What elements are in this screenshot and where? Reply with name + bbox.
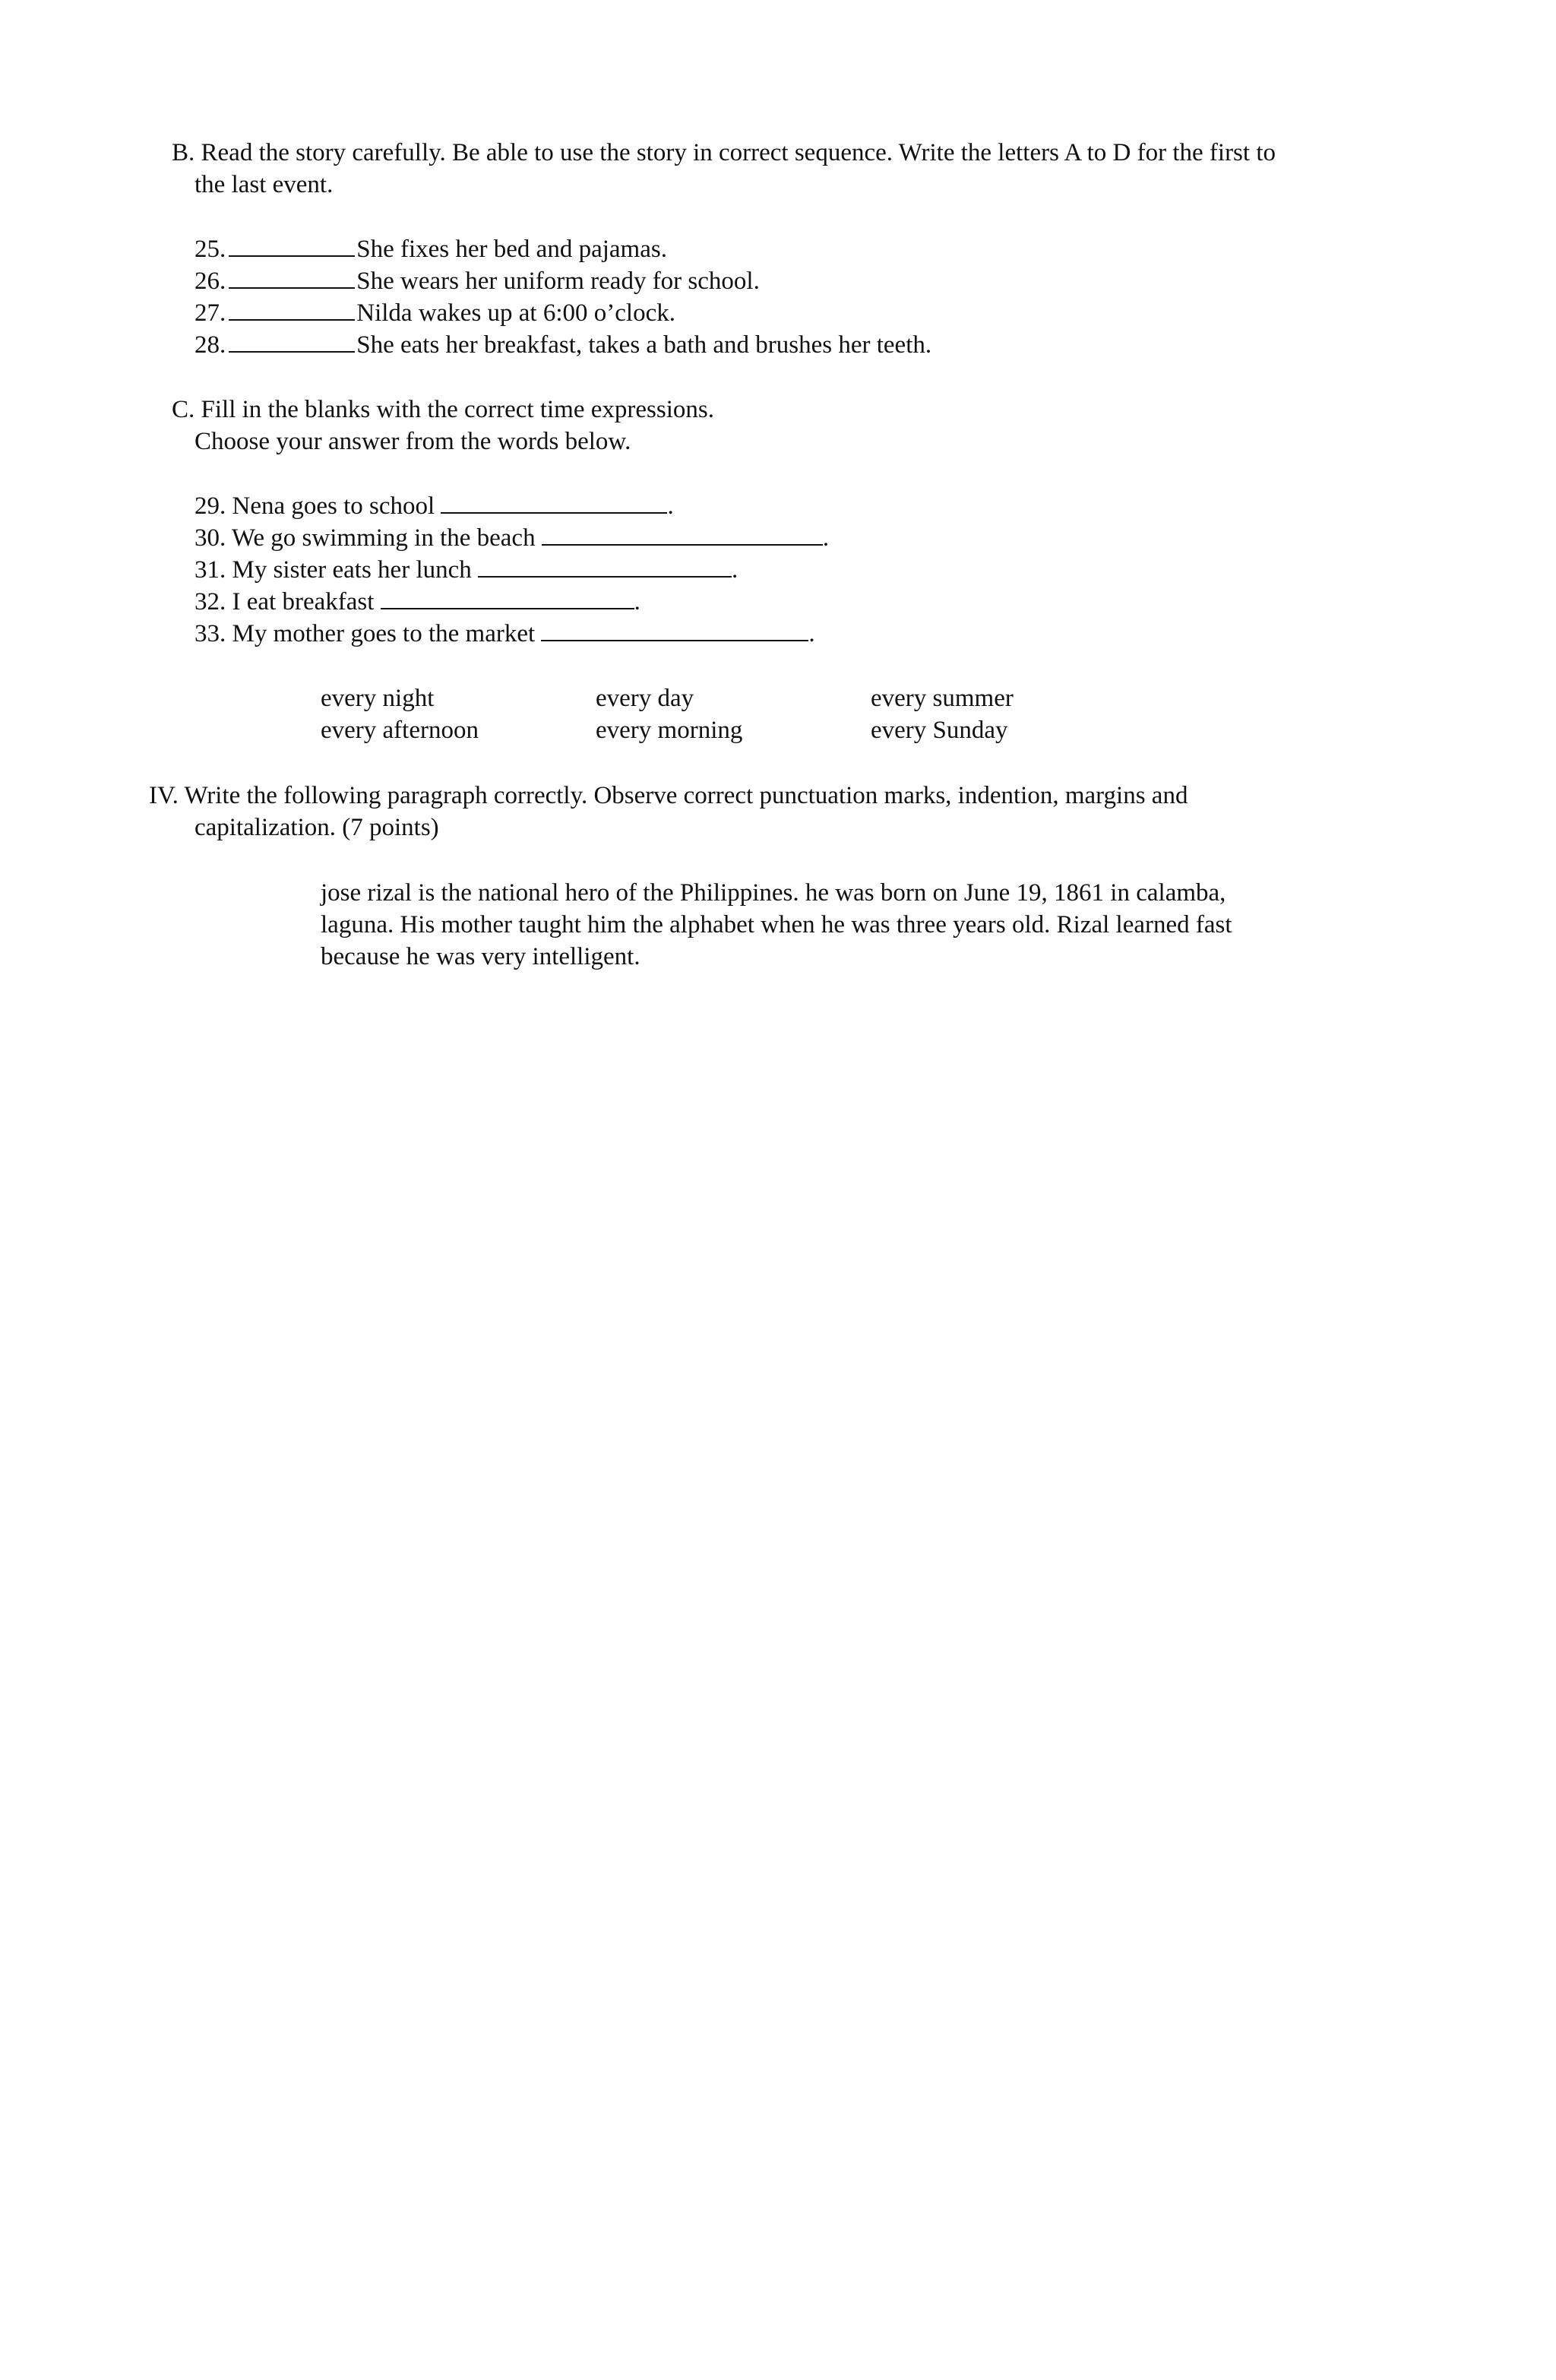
item-text: She eats her breakfast, takes a bath and brushes her teeth.: [356, 331, 932, 359]
item-end: .: [634, 588, 640, 616]
paragraph-line: jose rizal is the national hero of the Philippines. he was born on June 19, 1861 in calamba,: [321, 879, 1226, 907]
item-text: My sister eats her lunch: [232, 556, 472, 584]
fill-item: [194, 521, 829, 554]
item-text: I eat breakfast: [232, 588, 375, 616]
item-number: 29.: [194, 492, 226, 520]
item-end: .: [822, 524, 830, 552]
choice-word: every summer: [871, 685, 1014, 712]
answer-blank[interactable]: [541, 617, 808, 641]
fill-item: [194, 585, 640, 618]
item-number: 25.: [194, 236, 226, 263]
sequence-item: [194, 233, 667, 265]
fill-item: [194, 489, 674, 522]
item-end: .: [667, 492, 674, 520]
sequence-item: [194, 264, 760, 297]
answer-blank[interactable]: [478, 553, 732, 578]
paragraph-line: because he was very intelligent.: [321, 943, 640, 970]
sequence-item: [194, 296, 675, 329]
item-text: Nilda wakes up at 6:00 o’clock.: [356, 299, 675, 327]
fill-item: [194, 553, 738, 586]
item-text: My mother goes to the market: [232, 620, 536, 647]
section-c-heading-line1: C. Fill in the blanks with the correct time expressions.: [172, 396, 714, 423]
item-text: She wears her uniform ready for school.: [356, 267, 760, 295]
choice-word: every day: [596, 685, 694, 712]
item-number: 32.: [194, 588, 226, 616]
answer-blank[interactable]: [229, 264, 355, 289]
item-number: 26.: [194, 267, 226, 295]
section-b-heading-line2: the last event.: [194, 171, 334, 198]
answer-blank[interactable]: [542, 521, 823, 546]
answer-blank[interactable]: [229, 296, 355, 321]
choice-word: every afternoon: [321, 717, 479, 744]
choice-word: every Sunday: [871, 717, 1008, 744]
item-end: .: [808, 620, 815, 647]
item-text: Nena goes to school: [232, 492, 435, 520]
item-text: We go swimming in the beach: [231, 524, 536, 552]
answer-blank[interactable]: [441, 489, 667, 514]
item-end: .: [732, 556, 738, 584]
section-b-heading-line1: B. Read the story carefully. Be able to use the story in correct sequence. Write the letters A to D for the first to: [172, 139, 1276, 166]
item-number: 30.: [194, 524, 226, 552]
item-number: 33.: [194, 620, 226, 647]
answer-blank[interactable]: [229, 328, 355, 353]
item-number: 31.: [194, 556, 226, 584]
item-text: She fixes her bed and pajamas.: [356, 236, 667, 263]
paragraph-line: laguna. His mother taught him the alphabet when he was three years old. Rizal learned fast: [321, 911, 1232, 938]
item-number: 28.: [194, 331, 226, 359]
sequence-item: [194, 328, 931, 361]
section-c-heading-line2: Choose your answer from the words below.: [194, 428, 631, 455]
section-iv-heading-line2: capitalization. (7 points): [194, 814, 439, 841]
section-iv-heading-line1: IV. Write the following paragraph correctly. Observe correct punctuation marks, indention, margins and: [149, 782, 1188, 809]
answer-blank[interactable]: [229, 233, 355, 257]
item-number: 27.: [194, 299, 226, 327]
choice-word: every morning: [596, 717, 743, 744]
answer-blank[interactable]: [381, 585, 634, 609]
fill-item: [194, 617, 815, 650]
choice-word: every night: [321, 685, 435, 712]
